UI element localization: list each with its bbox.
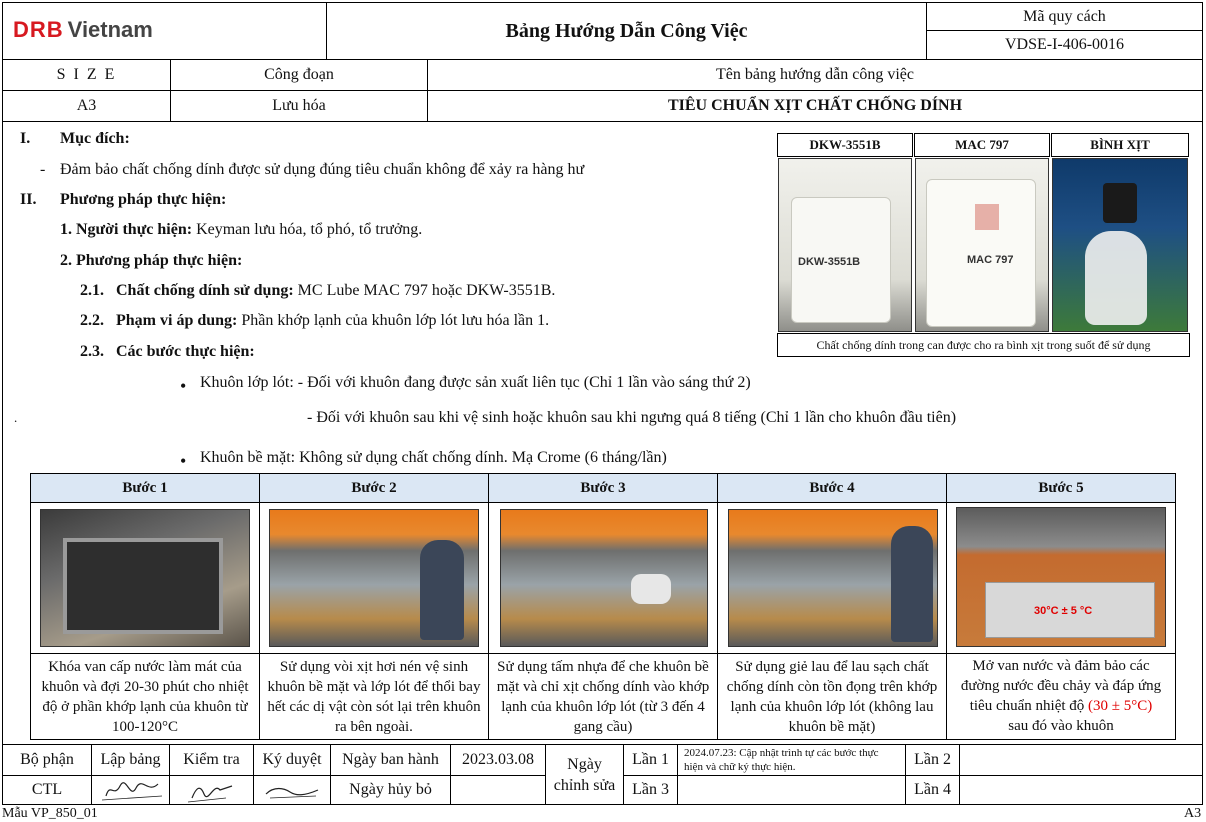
document-title: Bảng Hướng Dẫn Công Việc	[505, 19, 748, 42]
step-3-description: Sử dụng tấm nhựa để che khuôn bề mặt và chỉ xịt chống dính vào khớp lạnh của khuôn lớp lót (từ 3 đến 4 gang cầu)	[488, 653, 718, 740]
revision-1-note: 2024.07.23: Cập nhật trình tự các bước thực hiện và chữ ký thực hiện.	[677, 744, 906, 776]
code-value: VDSE-I-406-0016	[926, 30, 1203, 60]
performer-text: Keyman lưu hóa, tổ phó, tổ trưởng.	[196, 221, 423, 238]
step-4-image-cell	[717, 502, 947, 654]
bullet-dot-2: •	[180, 451, 187, 471]
form-code: Mẫu VP_850_01	[2, 806, 98, 821]
product-caption: Chất chống dính trong can được cho ra bình xịt trong suốt để sử dụng	[777, 333, 1190, 357]
logo-country: Vietnam	[67, 17, 153, 42]
made-by-signature	[91, 775, 170, 805]
revision-3-label: Lần 3	[623, 775, 678, 805]
company-logo	[13, 17, 153, 43]
step-4-description: Sử dụng giẻ lau để lau sạch chất chống dính còn tồn đọng trên khớp lạnh của khuôn lớp lót (không lau khuôn bề mặt)	[717, 653, 947, 740]
step-3-image-cell	[488, 502, 718, 654]
line-2-2-label: Phạm vi áp dung:	[116, 312, 238, 329]
step-5-desc-main: Mở van nước và đảm bảo các đường nước đều chảy và đáp ứng tiêu chuẩn nhiệt độ	[960, 658, 1162, 714]
step-5-temperature: (30 ± 5°C)	[1088, 698, 1153, 714]
step-1-header: Bước 1	[30, 473, 260, 503]
product-header-spray: BÌNH XỊT	[1051, 133, 1189, 157]
page-size: A3	[1184, 806, 1202, 821]
step-2-description: Sử dụng vòi xịt hơi nén vệ sinh khuôn bề mặt và lớp lót để thổi bay hết các dị vật còn sót lại trên khuôn ra bên ngoài.	[259, 653, 489, 740]
approved-by-signature	[253, 775, 331, 805]
line-2-1-text: MC Lube MAC 797 hoặc DKW-3551B.	[297, 282, 556, 299]
section-2-title: Phương pháp thực hiện:	[60, 191, 227, 208]
stray-dot: .	[14, 410, 18, 425]
size-value: A3	[2, 90, 171, 122]
mac-can-photo	[915, 158, 1049, 332]
dkw-can-photo	[778, 158, 912, 332]
bullet-dot-1: •	[180, 376, 187, 396]
cancel-date-label: Ngày hủy bỏ	[330, 775, 451, 805]
step-2-header: Bước 2	[259, 473, 489, 503]
code-label: Mã quy cách	[926, 2, 1203, 31]
step-3-gloves	[631, 574, 671, 604]
revision-1-label: Lần 1	[623, 744, 678, 776]
dept-label: Bộ phận	[2, 744, 92, 776]
revision-2-note	[959, 744, 1203, 776]
step-5-photo	[956, 507, 1166, 647]
dkw-can-body	[791, 197, 891, 323]
bullet-lining-mold-2: - Đối với khuôn sau khi vệ sinh hoặc khuôn sau khi ngưng quá 8 tiếng (Chỉ 1 lần cho khuôn đầu tiên)	[307, 409, 957, 426]
step-5-desc-end: sau đó vào khuôn	[1008, 718, 1114, 734]
mac-warning-sticker	[975, 204, 999, 230]
spray-trigger	[1103, 183, 1137, 223]
step-1-description: Khóa van cấp nước làm mát của khuôn và đợi 20-30 phút cho nhiệt độ ở phần khớp lạnh của khuôn từ 100-120°C	[30, 653, 260, 740]
spray-bottle-photo	[1052, 158, 1188, 332]
made-by-label: Lập bảng	[91, 744, 170, 776]
revision-date-label: Ngày chỉnh sửa	[545, 744, 624, 805]
step-5-description	[946, 653, 1176, 740]
section-2-number: II.	[20, 191, 37, 208]
line-2-2-number: 2.2.	[80, 312, 104, 329]
step-2-worker	[420, 540, 464, 640]
cancel-date-value	[450, 775, 546, 805]
mac-can-body	[926, 179, 1036, 327]
product-header-mac: MAC 797	[914, 133, 1050, 157]
step-5-header: Bước 5	[946, 473, 1176, 503]
spray-bottle-body	[1085, 231, 1147, 325]
step-5-control-panel	[985, 582, 1155, 638]
guide-name-value: TIÊU CHUẨN XỊT CHẤT CHỐNG DÍNH	[427, 90, 1203, 122]
approved-by-label: Ký duyệt	[253, 744, 331, 776]
checked-by-signature	[169, 775, 254, 805]
step-3-photo	[500, 509, 708, 647]
product-header-dkw: DKW-3551B	[777, 133, 913, 157]
step-5-image-cell	[946, 502, 1176, 654]
section-1-text: Đảm bảo chất chống dính được sử dụng đúng tiêu chuẩn không để xảy ra hàng hư	[60, 161, 585, 178]
line-2-2-text: Phần khớp lạnh của khuôn lớp lót lưu hóa lần 1.	[241, 312, 550, 329]
line-2-1-number: 2.1.	[80, 282, 104, 299]
section-1-title: Mục đích:	[60, 130, 130, 147]
logo-cell	[2, 2, 327, 60]
step-2-image-cell	[259, 502, 489, 654]
step-1-photo	[40, 509, 250, 647]
line-2-1-label: Chất chống dính sử dụng:	[116, 282, 294, 299]
step-4-worker	[891, 526, 933, 642]
mac-can-label: MAC 797	[967, 254, 1014, 266]
stage-label: Công đoạn	[170, 59, 428, 91]
step-3-header: Bước 3	[488, 473, 718, 503]
revision-4-label: Lần 4	[905, 775, 960, 805]
section-1-dash: -	[40, 161, 46, 178]
step-5-panel-label: 30°C ± 5 °C	[1034, 605, 1093, 617]
checked-by-label: Kiểm tra	[169, 744, 254, 776]
performer-line	[60, 221, 422, 239]
revision-4-note	[959, 775, 1203, 805]
step-4-photo	[728, 509, 938, 647]
step-1-mold-cavity	[63, 538, 223, 634]
line-2-1	[80, 282, 555, 300]
step-1-image-cell	[30, 502, 260, 654]
issue-date-value: 2023.03.08	[450, 744, 546, 776]
step-4-header: Bước 4	[717, 473, 947, 503]
issue-date-label: Ngày ban hành	[330, 744, 451, 776]
line-2-2	[80, 312, 549, 330]
revision-3-note	[677, 775, 906, 805]
stage-value: Lưu hóa	[170, 90, 428, 122]
bullet-lining-mold: Khuôn lớp lót: - Đối với khuôn đang được sản xuất liên tục (Chỉ 1 lần vào sáng thứ 2)	[200, 374, 751, 391]
line-2-3-label: Các bước thực hiện:	[116, 343, 255, 360]
line-2-3	[80, 343, 255, 361]
guide-name-label: Tên bảng hướng dẫn công việc	[427, 59, 1203, 91]
step-2-photo	[269, 509, 479, 647]
revision-2-label: Lần 2	[905, 744, 960, 776]
dept-value: CTL	[2, 775, 92, 805]
bullet-surface-mold: Khuôn bề mặt: Không sử dụng chất chống dính. Mạ Crome (6 tháng/lần)	[200, 449, 667, 466]
dkw-can-label: DKW-3551B	[798, 256, 861, 268]
section-1-number: I.	[20, 130, 31, 147]
size-label: S I Z E	[2, 59, 171, 91]
document-title-cell	[326, 2, 927, 60]
method-label: 2. Phương pháp thực hiện:	[60, 252, 243, 269]
logo-brand: DRB	[13, 17, 64, 42]
performer-label: 1. Người thực hiện:	[60, 221, 193, 238]
line-2-3-number: 2.3.	[80, 343, 104, 360]
